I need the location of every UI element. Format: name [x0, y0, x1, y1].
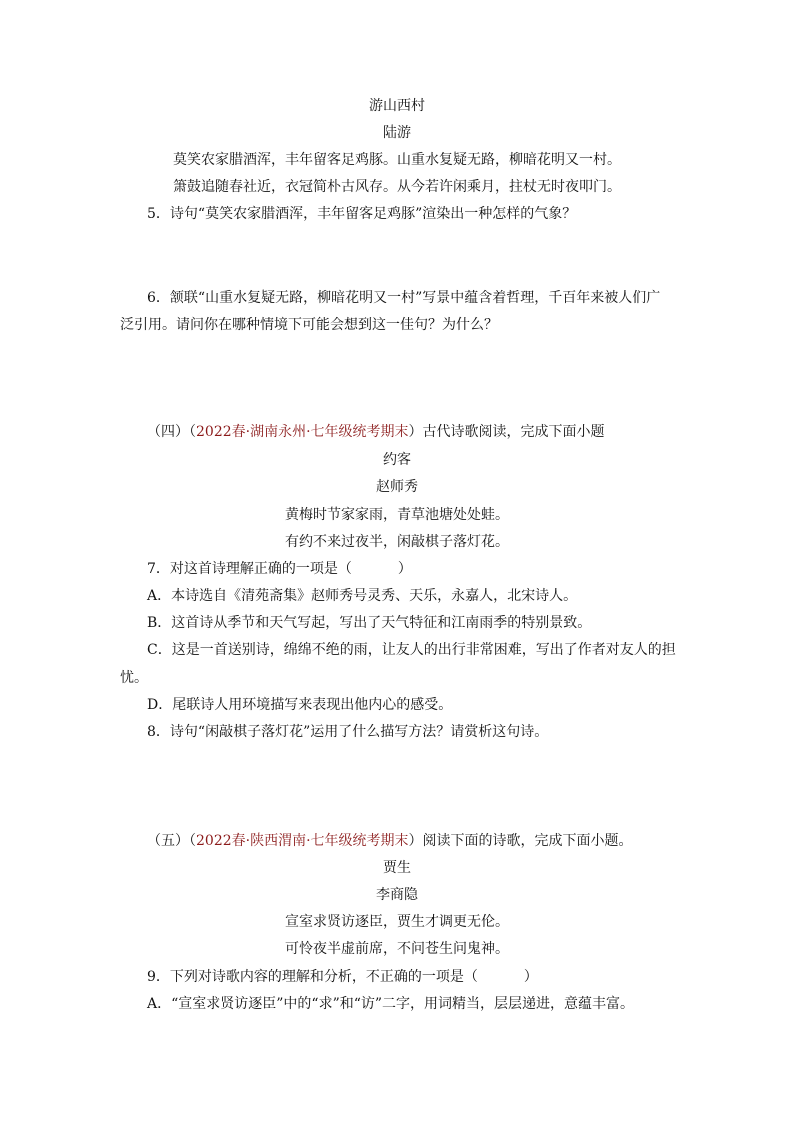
section4-heading	[147, 422, 605, 442]
section5-heading	[147, 831, 633, 851]
question-9-option-a: A．“宣室求贤访逐臣”中的“求”和“访”二字，用词精当，层层递进，意蕴丰富。	[147, 996, 635, 1012]
question-7-option-c-line1: C．这是一首送别诗，绵绵不绝的雨，让友人的出行非常困难，写出了作者对友人的担	[147, 642, 676, 658]
question-9-stem: 9．下列对诗歌内容的理解和分析，不正确的一项是（	[147, 969, 478, 985]
question-7-option-c-line2: 忧。	[120, 670, 148, 686]
question-6-line2: 泛引用。请问你在哪种情境下可能会想到这一佳句？为什么？	[120, 317, 498, 333]
question-7-stem: 7．对这首诗理解正确的一项是（	[147, 561, 352, 577]
question-9	[147, 967, 538, 987]
poem3-line1: 宣室求贤访逐臣，贾生才调更无伦。	[285, 914, 509, 930]
poem1-author: 陆游	[383, 125, 411, 141]
section5-prefix: （五）（	[147, 833, 196, 849]
poem2-line1: 黄梅时节家家雨，青草池塘处处蛙。	[285, 507, 509, 523]
section4-source: 2022春·湖南永州·七年级统考期末	[196, 424, 409, 440]
question-8: 8．诗句“闲敲棋子落灯花”运用了什么描写方法？请赏析这句诗。	[147, 724, 549, 740]
question-9-stem-end: ）	[523, 969, 538, 985]
poem1-line1: 莫笑农家腊酒浑，丰年留客足鸡豚。山重水复疑无路，柳暗花明又一村。	[173, 152, 621, 168]
poem1-line2: 箫鼓追随春社近，衣冠简朴古风存。从今若许闲乘月，拄杖无时夜叩门。	[173, 179, 621, 195]
poem2-line2: 有约不来过夜半，闲敲棋子落灯花。	[285, 534, 509, 550]
section4-prefix: （四）（	[147, 424, 196, 440]
question-6-line1: 6．颔联“山重水复疑无路，柳暗花明又一村”写景中蕴含着哲理，千百年来被人们广	[147, 290, 661, 306]
poem3-author: 李商隐	[376, 887, 418, 903]
question-7-stem-end: ）	[397, 561, 412, 577]
question-7-option-a: A．本诗选自《清苑斋集》赵师秀号灵秀、天乐，永嘉人，北宋诗人。	[147, 588, 578, 604]
section5-suffix: ）阅读下面的诗歌，完成下面小题。	[408, 833, 633, 849]
poem2-author: 赵师秀	[376, 479, 418, 495]
question-7	[147, 559, 412, 579]
section5-source: 2022春·陕西渭南·七年级统考期末	[196, 833, 409, 849]
section4-suffix: ）古代诗歌阅读，完成下面小题	[408, 424, 605, 440]
question-7-option-b: B．这首诗从季节和天气写起，写出了天气特征和江南雨季的特别景致。	[147, 615, 592, 631]
poem1-title: 游山西村	[369, 98, 425, 114]
poem3-title: 贾生	[383, 860, 411, 876]
poem2-title: 约客	[383, 452, 411, 468]
question-7-option-d: D．尾联诗人用环境描写来表现出他内心的感受。	[147, 697, 453, 713]
question-5: 5．诗句“莫笑农家腊酒浑，丰年留客足鸡豚”渲染出一种怎样的气象？	[147, 206, 577, 222]
poem3-line2: 可怜夜半虚前席，不问苍生问鬼神。	[285, 941, 509, 957]
